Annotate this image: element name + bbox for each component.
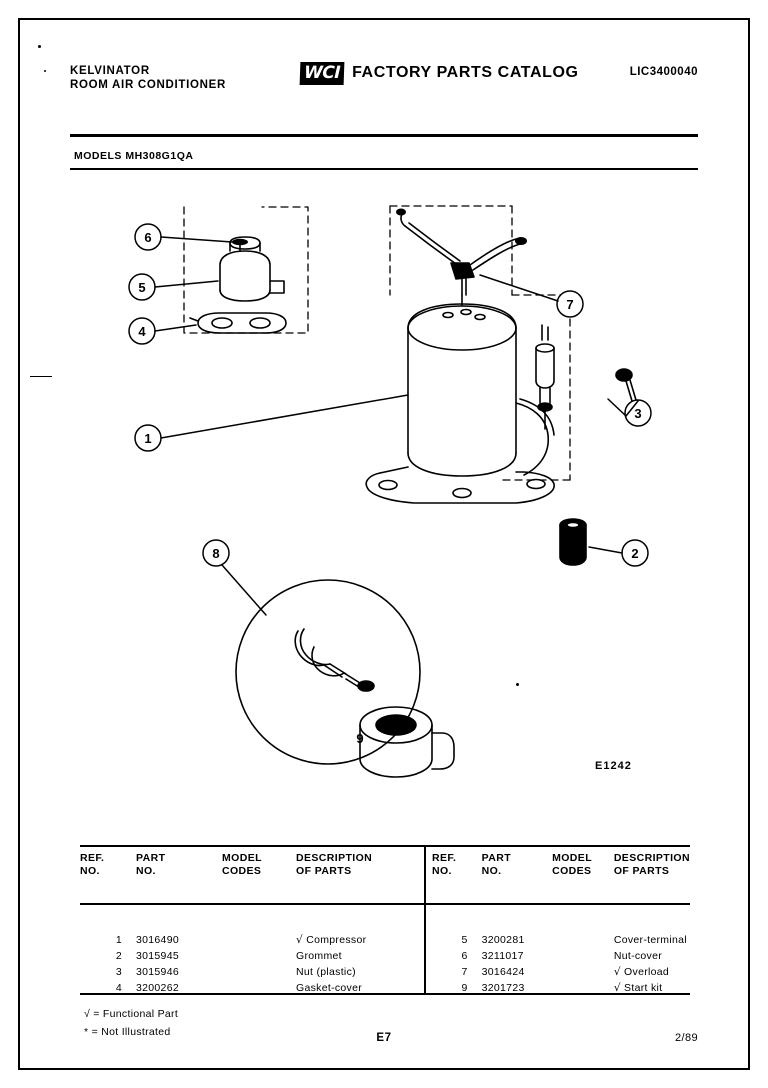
cell-description (614, 948, 690, 964)
table-column-divider (424, 845, 426, 993)
brand-category: ROOM AIR CONDITIONER (70, 79, 227, 91)
cell-description-text: Grommet (296, 950, 342, 962)
cell-part: 3200281 (481, 934, 525, 946)
header-ref-no (432, 852, 482, 880)
cell-codes (552, 948, 614, 964)
scan-speck (38, 45, 41, 48)
header-ref-no (80, 852, 136, 880)
cell-ref: 9 (461, 982, 468, 994)
table-row (80, 932, 420, 948)
wci-logo: WCI (300, 62, 345, 85)
brand-name: KELVINATOR (70, 65, 150, 77)
cell-ref: 2 (115, 950, 122, 962)
header-part-line1: PART (136, 852, 166, 864)
part-3-screw (616, 369, 636, 401)
header-desc-line2: OF PARTS (296, 865, 352, 877)
cell-ref: 6 (461, 950, 468, 962)
legend-functional-part: √ = Functional Part (84, 1008, 179, 1020)
header-ref-line1: REF. (80, 852, 105, 864)
table-row (80, 980, 420, 996)
page-number: E7 (376, 1032, 392, 1044)
cell-description-text: Overload (624, 966, 670, 978)
header-rule-top (70, 134, 698, 137)
cell-ref: 4 (115, 982, 122, 994)
svg-text:8: 8 (212, 546, 220, 561)
cell-ref: 3 (115, 966, 122, 978)
cell-description-text: Gasket-cover (296, 982, 363, 994)
scan-speck (44, 70, 46, 72)
part-5-terminal-cover (220, 237, 284, 301)
header-ref-line2: NO. (432, 865, 452, 877)
scan-speck (30, 376, 52, 377)
cell-description-text: Nut-cover (613, 950, 663, 962)
cell-description-text: Nut (plastic) (296, 966, 356, 978)
header-model-line1: MODEL (552, 852, 593, 864)
functional-mark: √ (613, 966, 621, 978)
cell-codes (222, 980, 296, 996)
svg-text:3: 3 (634, 406, 642, 421)
header-desc-line1: DESCRIPTION (613, 852, 690, 864)
table-row (432, 948, 690, 964)
revision-date: 2/89 (674, 1032, 698, 1044)
table-header-row (80, 852, 420, 880)
part-2-grommet (560, 519, 586, 565)
cell-description (296, 964, 420, 980)
svg-text:4: 4 (138, 324, 146, 339)
cell-part: 3016424 (481, 966, 525, 978)
header-description (296, 852, 420, 880)
header-part-no (136, 852, 222, 880)
cell-description-text: Cover-terminal (613, 934, 687, 946)
part-4-gasket-cover (190, 313, 286, 333)
cell-description (614, 932, 690, 948)
cell-codes (222, 932, 296, 948)
svg-text:5: 5 (138, 280, 146, 295)
functional-mark: √ (613, 982, 621, 994)
cell-description (296, 932, 420, 948)
cell-description (614, 980, 690, 996)
cell-part: 3015945 (136, 950, 179, 962)
table-row (432, 964, 690, 980)
cell-part: 3200262 (136, 982, 179, 994)
svg-text:1: 1 (144, 431, 152, 446)
cell-ref: 5 (461, 934, 468, 946)
catalog-title (300, 62, 579, 85)
svg-text:6: 6 (144, 230, 152, 245)
cell-description-text: Compressor (306, 934, 367, 946)
table-header-row (432, 852, 690, 880)
models-line: MODELS MH308G1QA (74, 150, 194, 162)
header-rule-bottom (70, 168, 698, 170)
table-rule-top (80, 845, 690, 847)
legend-not-illustrated: * = Not Illustrated (84, 1026, 171, 1038)
svg-text:7: 7 (566, 297, 574, 312)
header-desc-line2: OF PARTS (613, 865, 670, 877)
cell-ref: 1 (115, 934, 122, 946)
header-model-codes (552, 852, 614, 880)
header-spacer (80, 880, 420, 932)
catalog-number: LIC3400040 (629, 66, 698, 78)
cell-description (296, 948, 420, 964)
parts-table-right (432, 852, 690, 996)
cell-description (296, 980, 420, 996)
header-part-no (482, 852, 552, 880)
header-model-line2: CODES (552, 865, 592, 877)
cell-codes (222, 948, 296, 964)
brand-block (70, 64, 226, 92)
cell-part: 3211017 (481, 950, 524, 962)
callout-numbers (138, 230, 641, 746)
header-model-codes (222, 852, 296, 880)
table-row (432, 932, 690, 948)
header-part-line2: NO. (481, 865, 502, 877)
svg-text:9: 9 (356, 731, 364, 746)
figure-code: E1242 (595, 760, 632, 772)
exploded-view-illustration (70, 185, 698, 805)
part-9-start-kit-detail (236, 580, 454, 777)
header-ref-line2: NO. (80, 865, 100, 877)
catalog-title-text: FACTORY PARTS CATALOG (352, 64, 579, 81)
svg-text:2: 2 (631, 546, 639, 561)
cell-ref: 7 (461, 966, 468, 978)
cell-codes (552, 980, 614, 996)
cell-codes (552, 964, 614, 980)
functional-mark: √ (296, 934, 303, 946)
header-part-line1: PART (481, 852, 512, 864)
cell-part: 3016490 (136, 934, 179, 946)
part-7-overload-harness (396, 209, 527, 296)
cell-codes (552, 932, 614, 948)
table-row (80, 964, 420, 980)
header-model-line1: MODEL (222, 852, 262, 864)
table-row (432, 980, 690, 996)
header-spacer (432, 880, 690, 932)
header-desc-line1: DESCRIPTION (296, 852, 373, 864)
cell-description (614, 964, 690, 980)
table-row (80, 948, 420, 964)
header-ref-line1: REF. (432, 852, 457, 864)
cell-part: 3015946 (136, 966, 179, 978)
cell-description-text: Start kit (624, 982, 663, 994)
part-1-compressor (366, 295, 554, 503)
cell-part: 3201723 (481, 982, 525, 994)
header-description (614, 852, 690, 880)
header-model-line2: CODES (222, 865, 262, 877)
header-part-line2: NO. (136, 865, 156, 877)
parts-table-left (80, 852, 420, 996)
cell-codes (222, 964, 296, 980)
part-accumulator (536, 325, 554, 429)
